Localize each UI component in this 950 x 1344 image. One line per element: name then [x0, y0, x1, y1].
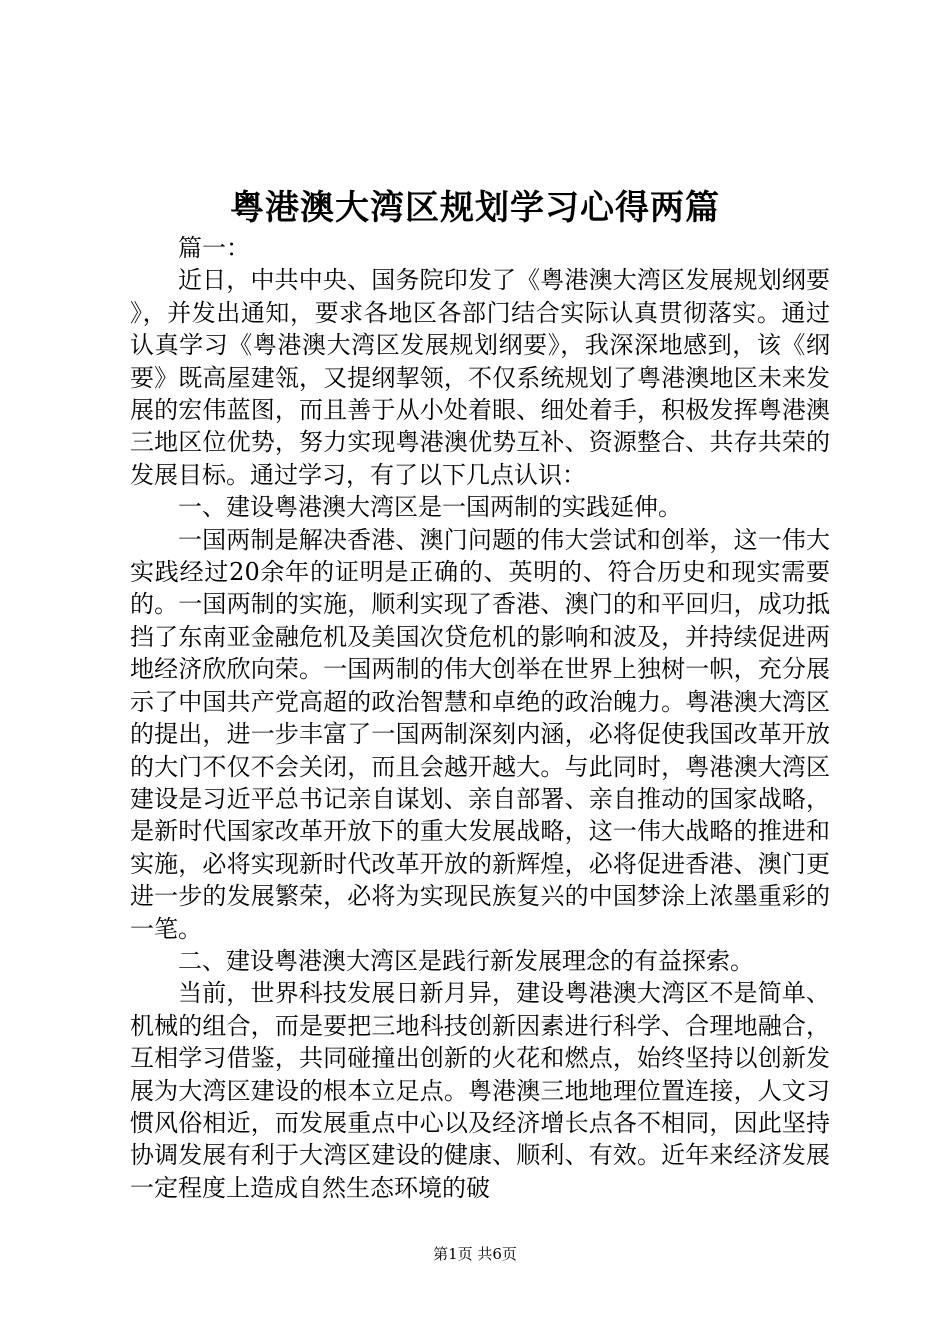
document-title: 粤港澳大湾区规划学习心得两篇 — [230, 188, 720, 228]
paragraph-point-two: 当前，世界科技发展日新月异，建设粤港澳大湾区不是简单、机械的组合，而是要把三地科技创新因素进行科学、合理地融合，互相学习借鉴，共同碰撞出创新的火花和燃点，始终坚持以创新发展为大湾区建设的根本立足点。粤港澳三地地理位置连接，人文习惯风俗相近，而发展重点中心以及经济增长点各不相同，因此坚持协调发展有利于大湾区建设的健康、顺利、有效。近年来经济发展一定程度上造成自然生态环境的破 — [130, 979, 830, 1202]
page-number-footer: 第1页 共6页 — [433, 1245, 517, 1263]
paragraph-intro: 近日，中共中央、国务院印发了《粤港澳大湾区发展规划纲要》，并发出通知，要求各地区各部门结合实际认真贯彻落实。通过认真学习《粤港澳大湾区发展规划纲要》，我深深地感到，该《纲要》既高屋建瓴，又提纲挈领，不仅系统规划了粤港澳地区未来发展的宏伟蓝图，而且善于从小处着眼、细处着手，积极发挥粤港澳三地区位优势，努力实现粤港澳优势互补、资源整合、共存共荣的发展目标。通过学习，有了以下几点认识： — [130, 266, 830, 489]
paragraph-point-one: 一国两制是解决香港、澳门问题的伟大尝试和创举，这一伟大实践经过20余年的证明是正确的、英明的、符合历史和现实需要的。一国两制的实施，顺利实现了香港、澳门的和平回归，成功抵挡了东南亚金融危机及美国次贷危机的影响和波及，并持续促进两地经济欣欣向荣。一国两制的伟大创举在世界上独树一帜，充分展示了中国共产党高超的政治智慧和卓绝的政治魄力。粤港澳大湾区的提出，进一步丰富了一国两制深刻内涵，必将促使我国改革开放的大门不仅不会关闭，而且会越开越大。与此同时，粤港澳大湾区建设是习近平总书记亲自谋划、亲自部署、亲自推动的国家战略，是新时代国家改革开放下的重大发展战略，这一伟大战略的推进和实施，必将实现新时代改革开放的新辉煌，必将促进香港、澳门更进一步的发展繁荣，必将为实现民族复兴的中国梦涂上浓墨重彩的一笔。 — [130, 525, 830, 943]
document-body — [130, 232, 830, 1204]
heading-point-two: 二、建设粤港澳大湾区是践行新发展理念的有益探索。 — [178, 946, 754, 975]
section-label: 篇一： — [178, 234, 250, 262]
heading-point-one: 一、建设粤港澳大湾区是一国两制的实践延伸。 — [178, 493, 682, 522]
